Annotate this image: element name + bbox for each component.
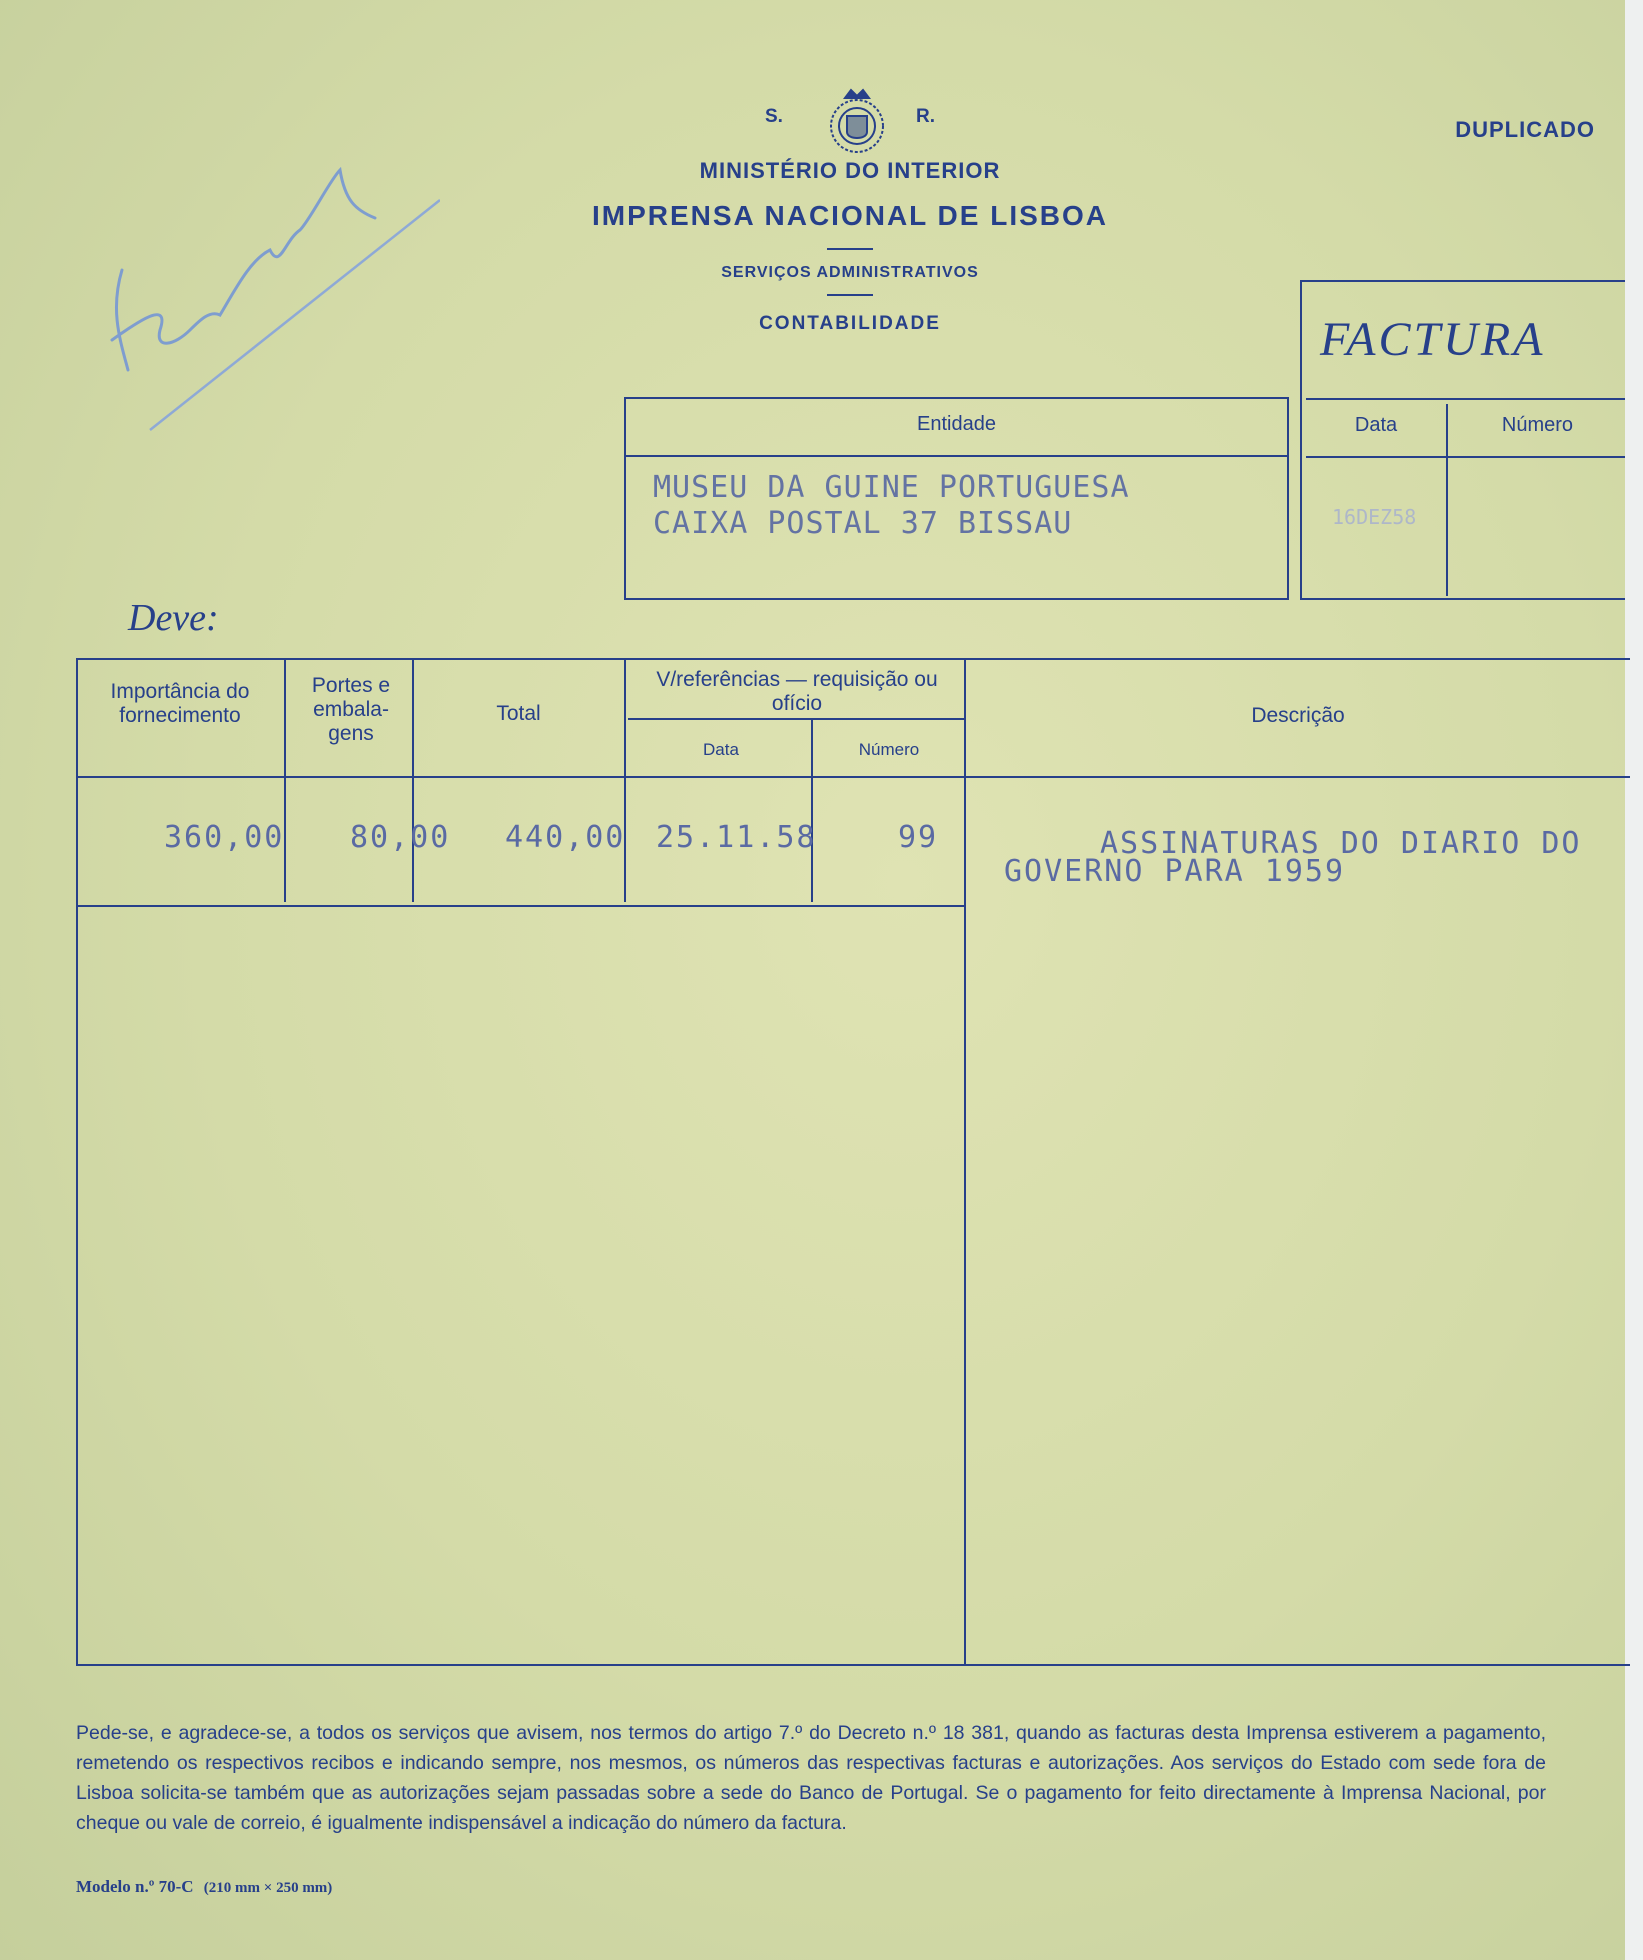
header-ref-numero: Número — [858, 740, 920, 759]
table-row-rule — [76, 905, 966, 907]
header-descricao: Descrição — [1251, 704, 1345, 727]
coat-of-arms-icon — [817, 82, 897, 162]
table-border — [76, 658, 78, 1666]
invoice-divider — [1306, 456, 1625, 458]
department-title: CONTABILIDADE — [759, 313, 941, 334]
entity-line-2: CAIXA POSTAL 37 BISSAU — [653, 506, 1073, 541]
row-portes: 80,00 — [350, 820, 451, 855]
row-ref-numero: 99 — [898, 820, 939, 855]
entity-divider — [626, 455, 1287, 457]
header-divider — [827, 248, 873, 250]
handwritten-annotation — [100, 140, 440, 450]
invoice-faded-date: 16DEZ58 — [1332, 505, 1417, 529]
copy-label: DUPLICADO — [1455, 117, 1595, 142]
entity-line-1: MUSEU DA GUINE PORTUGUESA — [653, 470, 1130, 505]
column-divider — [964, 658, 966, 1664]
header-portes: Portes e embala-gens — [311, 674, 391, 745]
header-referencias: V/referências — requisição ou ofício — [656, 668, 938, 715]
s-letter: S. — [765, 106, 783, 127]
header-importancia: Importância do fornecimento — [110, 680, 250, 727]
deve-label: Deve: — [128, 597, 219, 639]
invoice-date-label: Data — [1354, 414, 1398, 436]
row-ref-data: 25.11.58 — [656, 820, 817, 855]
model-reference — [76, 1877, 332, 1897]
invoice-column-divider — [1446, 404, 1448, 596]
column-divider — [284, 658, 286, 902]
services-title: SERVIÇOS ADMINISTRATIVOS — [721, 264, 979, 281]
ministry-title: MINISTÉRIO DO INTERIOR — [699, 158, 1001, 183]
column-divider — [412, 658, 414, 902]
column-divider — [624, 658, 626, 902]
r-letter: R. — [916, 106, 935, 127]
row-total: 440,00 — [505, 820, 626, 855]
row-description-line-2: GOVERNO PARA 1959 — [1004, 854, 1346, 889]
invoice-title: FACTURA — [1320, 313, 1546, 366]
model-dimensions: (210 mm × 250 mm) — [203, 1880, 333, 1896]
table-border — [76, 658, 1630, 660]
model-label: Modelo n.º 70-C — [76, 1877, 194, 1896]
invoice-number-label: Número — [1501, 414, 1574, 436]
invoice-divider — [1306, 398, 1625, 400]
header-total: Total — [496, 702, 541, 725]
invoice-table — [76, 658, 1630, 1668]
entity-label: Entidade — [917, 413, 996, 435]
header-ref-data: Data — [703, 740, 739, 759]
table-border — [76, 1664, 1630, 1666]
row-importancia: 360,00 — [164, 820, 285, 855]
institution-title: IMPRENSA NACIONAL DE LISBOA — [591, 200, 1109, 231]
ref-header-rule — [628, 718, 966, 720]
row-description-line-1: ASSINATURAS DO DIARIO DO — [1100, 826, 1582, 861]
header-divider — [827, 294, 873, 296]
footer-notice: Pede-se, e agradece-se, a todos os serviços que avisem, nos termos do artigo 7.º do Decreto n.º 18 381, quando as facturas desta Imprensa estiverem a pagamento, remetendo os respectivos recibos e indicando sempre, nos mesmos, os números das respectivas facturas e autorizações. Aos serviços do Estado com sede fora de Lisboa solicita-se também que as autorizações sejam passadas sobre a sede do Banco de Portugal. Se o pagamento for feito directamente à Imprensa Nacional, por cheque ou vale de correio, é igualmente indispensável a indicação do número da factura. — [76, 1722, 1546, 1834]
column-divider — [811, 720, 813, 902]
table-header-rule — [76, 776, 1630, 778]
